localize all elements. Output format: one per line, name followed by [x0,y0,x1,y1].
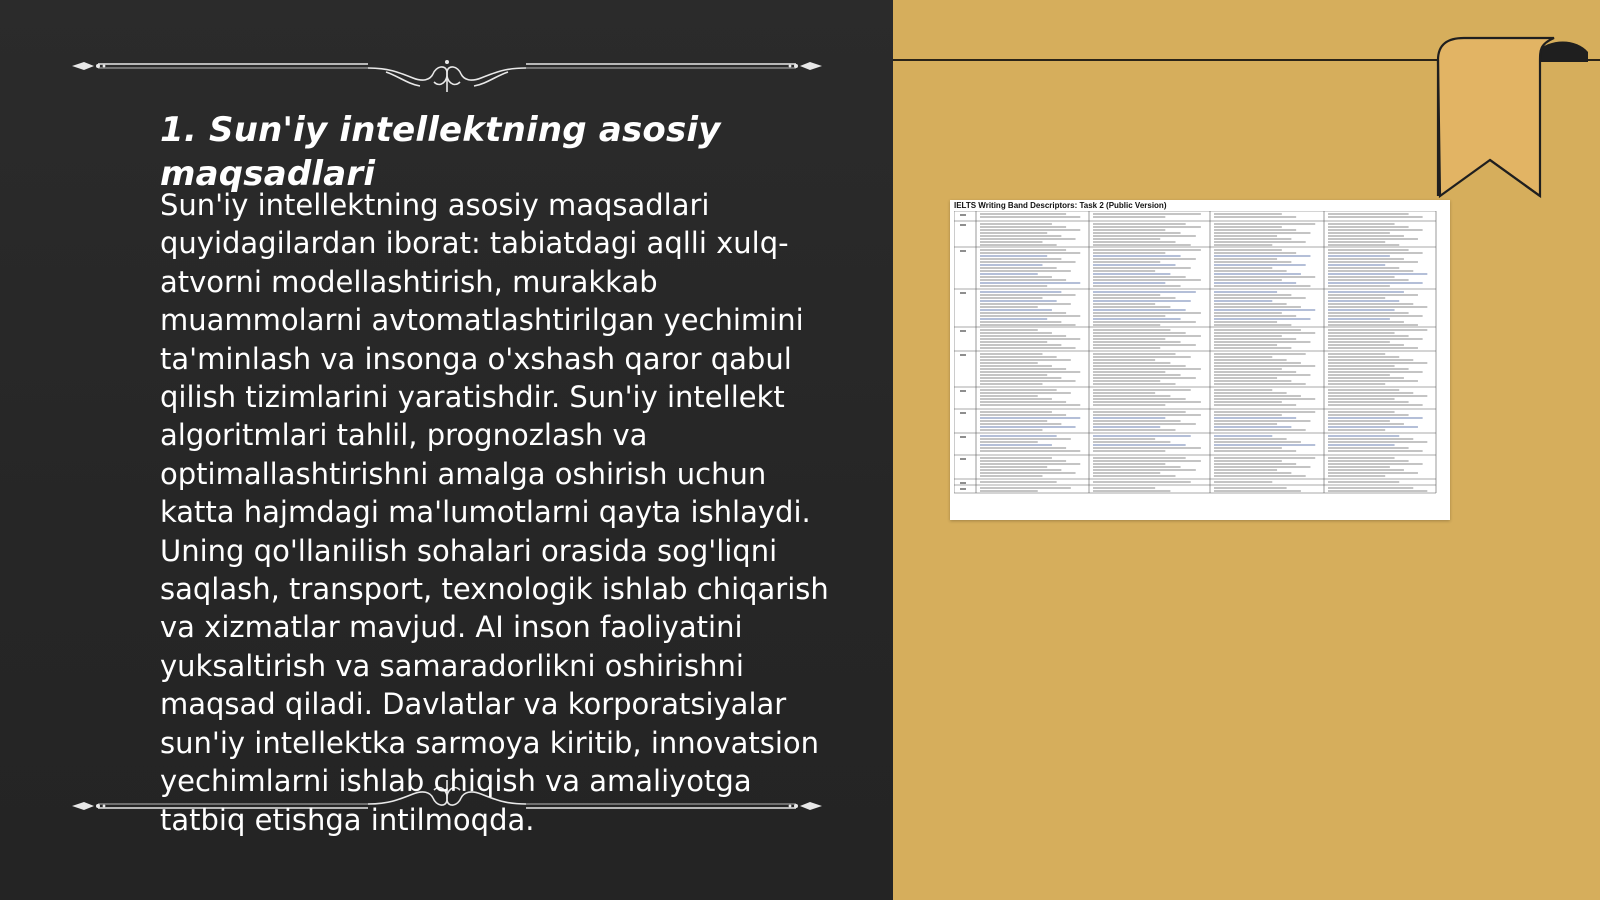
image-title: IELTS Writing Band Descriptors: Task 2 (Public Version) [954,201,1167,210]
bookmark-icon [1436,36,1594,201]
slide-title: 1. Sun'iy intellektning asosiy maqsadlari [160,110,721,194]
ornament-top-divider [68,42,826,92]
ielts-band-descriptors-image [950,200,1450,520]
descriptor-table-graphic [954,211,1446,511]
slide-body-text: Sun'iy intellektning asosiy maqsadlari quyidagilardan iborat: tabiatdagi aqlli xulq-atvorni modellashtirish, murakkab muammolarni avtomatlashtirilgan yechimini ta'minlash va insonga o'xshash qaror qabul qilish tizimlarini yaratishdir. Sun'iy intellekt algoritmlari tahlil, prognozlash va optimallashtirishni amalga oshirish uchun katta hajmdagi ma'lumotlarni qayta ishlaydi. Uning qo'llanilish sohalari orasida sog'liqni saqlash, transport, texnologik ishlab chiqarish va xizmatlar mavjud. AI inson faoliyatini yuksaltirish va samaradorlikni oshirishni maqsad qiladi. Davlatlar va korporatsiyalar sun'iy intellektka sarmoya kiritib, innovatsion yechimlarni ishlab chiqish va amaliyotga tatbiq etishga intilmoqda. [160,188,829,837]
